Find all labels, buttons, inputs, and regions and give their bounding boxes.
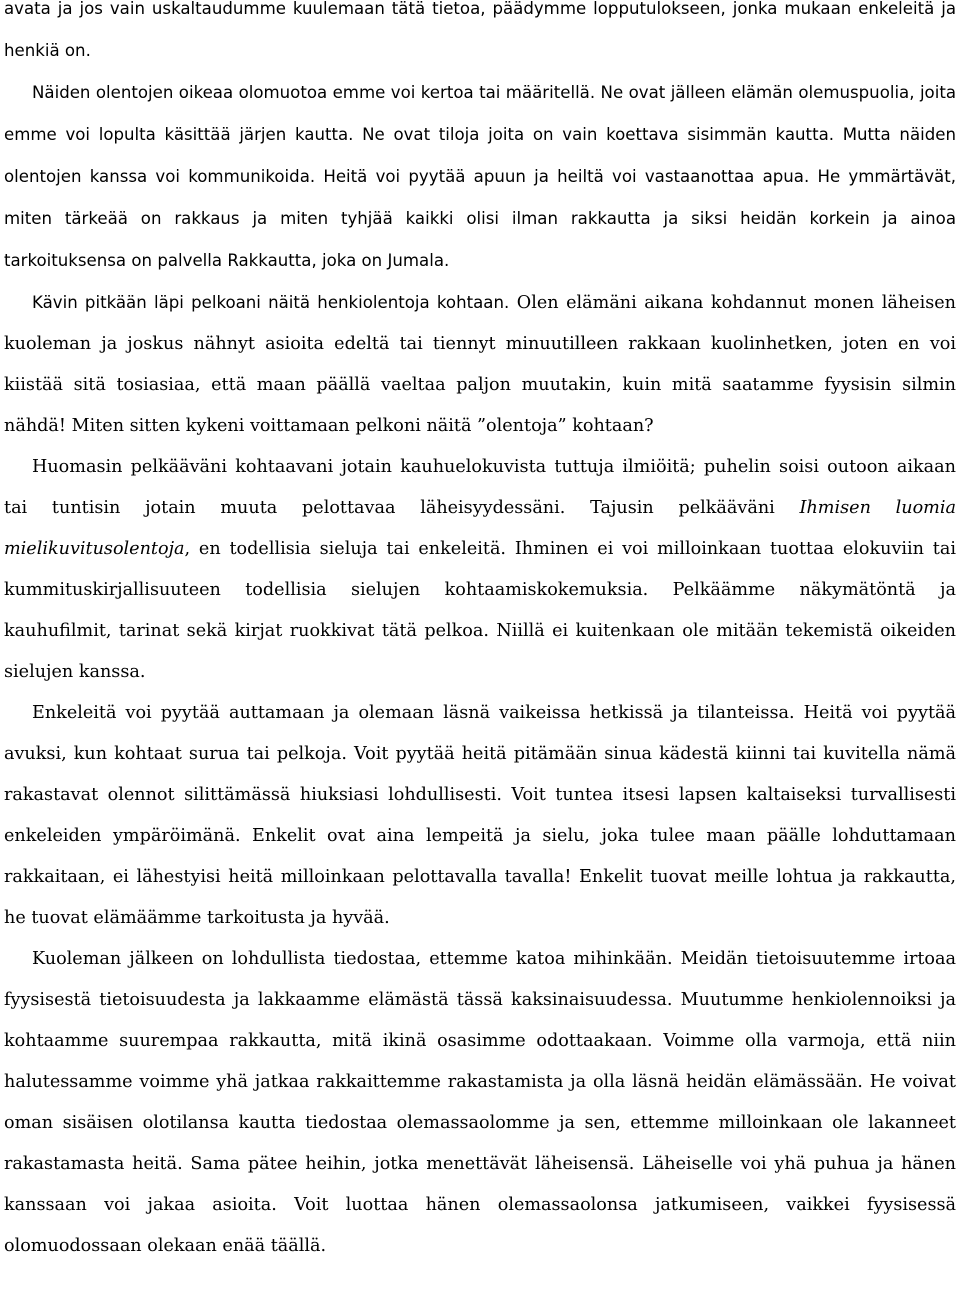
paragraph <box>4 0 956 72</box>
italic-text-run: Ihmisen luomia mielikuvitusolentoja <box>4 498 956 559</box>
paragraph <box>4 282 956 447</box>
paragraph <box>4 693 956 939</box>
text-run: Kävin pitkään läpi pelkoani näitä henkiolentoja kohtaan. <box>32 293 510 312</box>
text-run: , en todellisia sieluja tai enkeleitä. Ihminen ei voi milloinkaan tuottaa elokuviin tai kummituskirjallisuuteen todellisia sielujen kohtaamiskokemuksia. Pelkäämme näkymätöntä ja kauhufilmit, tarinat sekä kirjat ruokkivat tätä pelkoa. Niillä ei kuitenkaan ole mitään tekemistä oikeiden sielujen kanssa. <box>4 539 956 682</box>
text-run: Enkeleitä voi pyytää auttamaan ja olemaan läsnä vaikeissa hetkissä ja tilanteissa. Heitä voi pyytää avuksi, kun kohtaat surua tai pelkoja. Voit pyytää heitä pitämään sinua kädestä kiinni tai kuvitella nämä rakastavat olennot silittämässä hiuksiasi lohdullisesti. Voit tuntea itsesi lapsen kaltaiseksi turvallisesti enkeleiden ympäröimänä. Enkelit ovat aina lempeitä ja sielu, joka tulee maan päälle lohduttamaan rakkaitaan, ei lähestyisi heitä milloinkaan pelottavalla tavalla! Enkelit tuovat meille lohtua ja rakkautta, he tuovat elämäämme tarkoitusta ja hyvää. <box>4 703 956 928</box>
paragraph <box>4 72 956 282</box>
paragraph <box>4 939 956 1267</box>
paragraph <box>4 447 956 693</box>
text-run: Kuoleman jälkeen on lohdullista tiedostaa, ettemme katoa mihinkään. Meidän tietoisuutemme irtoaa fyysisestä tietoisuudesta ja lakkaamme elämästä tässä kaksinaisuudessa. Muutumme henkiolennoiksi ja kohtaamme suurempaa rakkautta, mitä ikinä osasimme odottaakaan. Voimme olla varmoja, että niin halutessamme voimme yhä jatkaa rakkaittemme rakastamista ja olla läsnä heidän elämässään. He voivat oman sisäisen olotilansa kautta tiedostaa olemassaolomme ja sen, ettemme milloinkaan ole lakanneet rakastamasta heitä. Sama pätee heihin, jotka menettävät läheisensä. Läheiselle voi yhä puhua ja hänen kanssaan voi jakaa asioita. Voit luottaa hänen olemassaolonsa jatkumiseen, vaikkei fyysisessä olomuodossaan olekaan enää täällä. <box>4 949 956 1256</box>
text-run: avata ja jos vain uskaltaudumme kuulemaan tätä tietoa, päädymme lopputulokseen, jonka mukaan enkeleitä ja henkiä on. <box>4 0 956 60</box>
text-run: He ymmärtävät, miten tärkeää on rakkaus ja miten tyhjää kaikki olisi ilman rakkautta ja siksi heidän korkein ja ainoa tarkoituksensa on palvella Rakkautta, joka on Jumala. <box>4 167 956 270</box>
text-run: Näiden olentojen oikeaa olomuotoa emme voi kertoa tai määritellä. Ne ovat jälleen elämän olemuspuolia, joita emme voi lopulta käsittää järjen kautta. Ne ovat tiloja joita on vain koettava sisimmän kautta. Mutta näiden olentojen kanssa voi kommunikoida. Heitä voi pyytää apuun ja heiltä voi vastaanottaa apua. <box>4 83 956 186</box>
text-run: Olen elämäni aikana kohdannut monen läheisen kuoleman ja joskus nähnyt asioita edeltä tai tiennyt minuutilleen rakkaan kuolinhetken, joten en voi kiistää sitä tosiasiaa, että maan päällä vaeltaa paljon muutakin, kuin mitä saatamme fyysisin silmin nähdä! Miten sitten kykeni voittamaan pelkoni näitä ”olentoja” kohtaan? <box>4 293 956 436</box>
text-run: Huomasin pelkääväni kohtaavani jotain kauhuelokuvista tuttuja ilmiöitä; puhelin soisi outoon aikaan tai tuntisin jotain muuta pelottavaa läheisyydessäni. Tajusin pelkääväni <box>4 457 956 518</box>
